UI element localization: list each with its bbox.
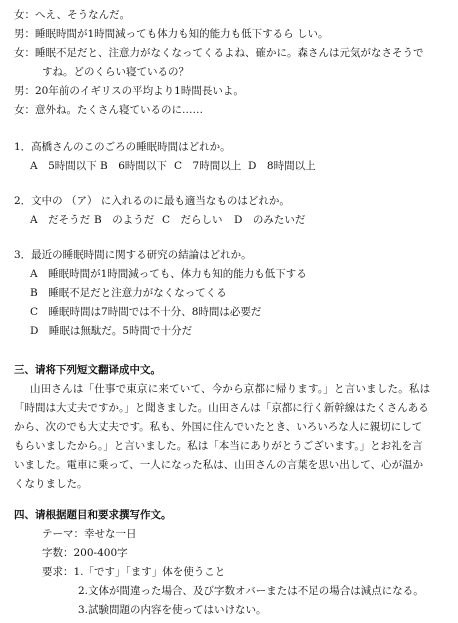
dialog-line-2: 男：睡眠時間が1時間減っても体力も知的能力も低下するら しい。 [14,28,329,40]
question-2: 2．文中の （ア） に入れるのに最も適当なものはどれか。 [14,195,290,207]
section-3-heading: 三、请将下列短文翻译成中文。 [14,364,161,376]
q1-option-b: B 6時間以下 [100,160,167,172]
q3-option-c: C 睡眠時間は7時間では不十分、8時間は必要だ [30,306,262,318]
question-3: 3．最近の睡眠時間に関する研究の結論はどれか。 [14,249,252,261]
composition-requirement-1: 要求：1.「です」「ます」体を使うこと [42,566,226,578]
q3-option-a: A 睡眠時間が1時間減っても、体力も知的能力も低下する [30,268,307,280]
q3-option-b: B 睡眠不足だと注意力がなくなってくる [30,287,227,299]
q2-option-b: B のようだ [94,214,155,226]
composition-word-count: 字数：200-400字 [42,547,128,559]
passage-line-5: いました。電車に乗って、一人になった私は、山田さんの言葉を思い出して、心が温か [14,459,424,471]
passage-line-3: から、次のでも大丈夫です。私も、外国に住んでいたとき、いろいろな人に親切にして [14,421,423,433]
passage-line-1: 山田さんは「仕事で東京に来ていて、今から京都に帰ります。」と言いました。私は [30,383,431,395]
dialog-line-1: 女：へえ、そうなんだ。 [14,9,131,21]
question-1-options [30,159,316,173]
dialog-line-4: すね。どのくらい寝ているの？ [42,66,189,78]
passage-line-4: もらいましたから。」と言いました。私は「本当にありがとうございます。」とお礼を言 [14,440,423,452]
q1-option-a: A 5時間以下 [30,160,97,172]
question-2-options [30,213,305,227]
q1-option-c: C 7時間以上 [174,160,242,172]
composition-requirement-2: 2.文体が間違った場合、及び字数オバーまたは不足の場合は減点になる。 [78,585,424,597]
q3-option-d: D 睡眠は無駄だ。5時間で十分だ [30,325,193,337]
composition-theme: テーマ：幸せな一日 [42,528,137,540]
q2-option-d: D のみたいだ [234,214,306,226]
q2-option-a: A だそうだ [30,214,91,226]
q2-option-c: C だらしい [162,214,223,226]
section-4-heading: 四、请根据题目和要求撰写作文。 [14,509,172,521]
passage-line-6: くなりました。 [14,478,88,490]
question-1: 1．高橋さんのこのごろの睡眠時間はどれか。 [14,141,231,153]
passage-line-2: 「時間は大丈夫ですか。」と聞きました。山田さんは「京都に行く新幹線はたくさんある [14,402,429,414]
dialog-line-3: 女：睡眠不足だと、注意力がなくなってくるよね、確かに。森さんは元気がなさそうで [14,47,424,59]
q1-option-d: D 8時間以上 [248,160,316,172]
dialog-line-6: 女：意外ね。たくさん寝ているのに…… [14,104,203,116]
composition-requirement-3: 3.試験問題の内容を使ってはいけない。 [78,604,267,616]
dialog-line-5: 男：20年前のイギリスの平均より1時間長いよ。 [14,85,244,97]
